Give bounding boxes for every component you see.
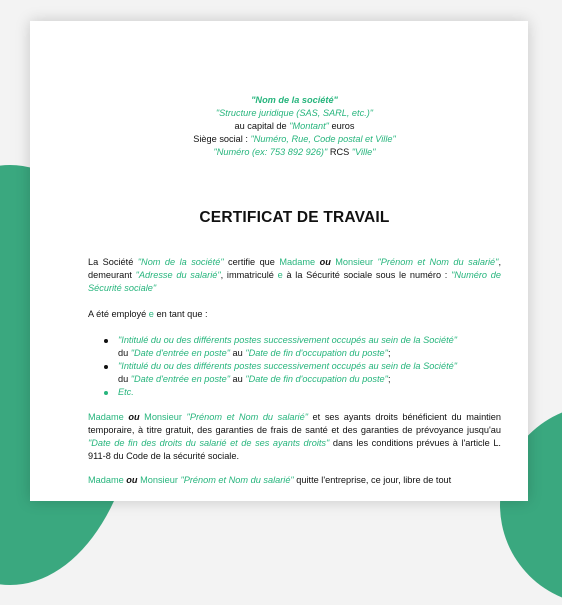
rcs-number: "Numéro (ex: 753 892 926)" — [213, 147, 328, 157]
list-item — [88, 334, 501, 360]
p4-monsieur: Monsieur — [140, 475, 178, 485]
rcs-line — [88, 146, 501, 159]
p3-employee-name: "Prénom et Nom du salarié" — [181, 412, 308, 422]
capital-prefix: au capital de — [234, 121, 290, 131]
rcs-city: "Ville" — [351, 147, 376, 157]
seat-line — [88, 133, 501, 146]
capital-suffix: euros — [328, 121, 355, 131]
rcs-label: RCS — [327, 147, 352, 157]
end-punct: ; — [387, 374, 391, 384]
paragraph-benefits — [88, 411, 501, 463]
paragraph-identity — [88, 256, 501, 295]
p1-company: "Nom de la société" — [137, 257, 224, 267]
to-label: au — [229, 348, 246, 358]
p1-text-5: à la Sécurité sociale sous le numéro : — [282, 270, 452, 280]
list-item — [88, 386, 501, 399]
p4-employee-name: "Prénom et Nom du salarié" — [177, 475, 294, 485]
p3-text-1: et ses ayants droits bénéficient du maintien temporaire, à titre gratuit, des garanties de frais de santé et des garanties de prévoyance jusqu'au — [88, 412, 501, 435]
p1-ssn: "Numéro de Sécurité sociale" — [88, 270, 501, 293]
p2-text-1: A été employé — [88, 309, 147, 319]
paragraph-employed-as — [88, 308, 501, 321]
p1-text-2: certifie que — [223, 257, 280, 267]
bullet-icon — [104, 339, 108, 343]
company-header — [88, 94, 501, 159]
document-page — [30, 21, 528, 501]
bullet-icon — [104, 391, 108, 395]
p3-ou: ou — [123, 412, 145, 422]
p1-text-4: , immatriculé — [220, 270, 274, 280]
document-title: CERTIFICAT DE TRAVAIL — [199, 209, 390, 226]
p3-end-date: "Date de fin des droits du salarié et de ses ayants droits" — [88, 438, 330, 448]
capital-amount: "Montant" — [289, 121, 329, 131]
p1-text-3: , demeurant — [88, 257, 501, 280]
bullet-icon — [104, 365, 108, 369]
capital-line — [88, 120, 501, 133]
p3-madame: Madame — [88, 412, 124, 422]
to-label: au — [229, 374, 246, 384]
from-label: du — [118, 374, 131, 384]
end-date: "Date de fin d'occupation du poste" — [245, 348, 388, 358]
legal-form: "Structure juridique (SAS, SARL, etc.)" — [215, 108, 374, 118]
seat-value: "Numéro, Rue, Code postal et Ville" — [250, 134, 396, 144]
company-name: "Nom de la société" — [251, 95, 338, 105]
paragraph-departure — [88, 474, 501, 487]
start-date: "Date d'entrée en poste" — [130, 374, 230, 384]
etc-item: Etc. — [118, 387, 134, 397]
p1-ou: ou — [315, 257, 336, 267]
p2-text-2: en tant que : — [153, 309, 208, 319]
p3-text-2: dans les conditions prévues à l'article L. 911-8 du Code de la sécurité sociale. — [88, 438, 501, 461]
p2-feminine-e: e — [146, 309, 154, 319]
p1-text-1: La Société — [88, 257, 138, 267]
p4-text-1: quitte l'entreprise, ce jour, libre de tout — [293, 475, 452, 485]
from-label: du — [118, 348, 131, 358]
p4-ou: ou — [123, 475, 141, 485]
list-item — [88, 360, 501, 386]
p1-madame: Madame — [279, 257, 316, 267]
p4-madame: Madame — [88, 475, 124, 485]
position-title: "Intitulé du ou des différents postes successivement occupés au sein de la Société" — [118, 335, 457, 345]
p1-address: "Adresse du salarié" — [135, 270, 221, 280]
positions-list — [88, 334, 501, 399]
start-date: "Date d'entrée en poste" — [130, 348, 230, 358]
end-date: "Date de fin d'occupation du poste" — [245, 374, 388, 384]
p3-monsieur: Monsieur — [144, 412, 182, 422]
position-title: "Intitulé du ou des différents postes successivement occupés au sein de la Société" — [118, 361, 457, 371]
end-punct: ; — [387, 348, 391, 358]
p1-employee-name: "Prénom et Nom du salarié" — [373, 257, 499, 267]
p1-feminine-e: e — [273, 270, 283, 280]
seat-label: Siège social : — [193, 134, 251, 144]
p1-monsieur: Monsieur — [335, 257, 374, 267]
